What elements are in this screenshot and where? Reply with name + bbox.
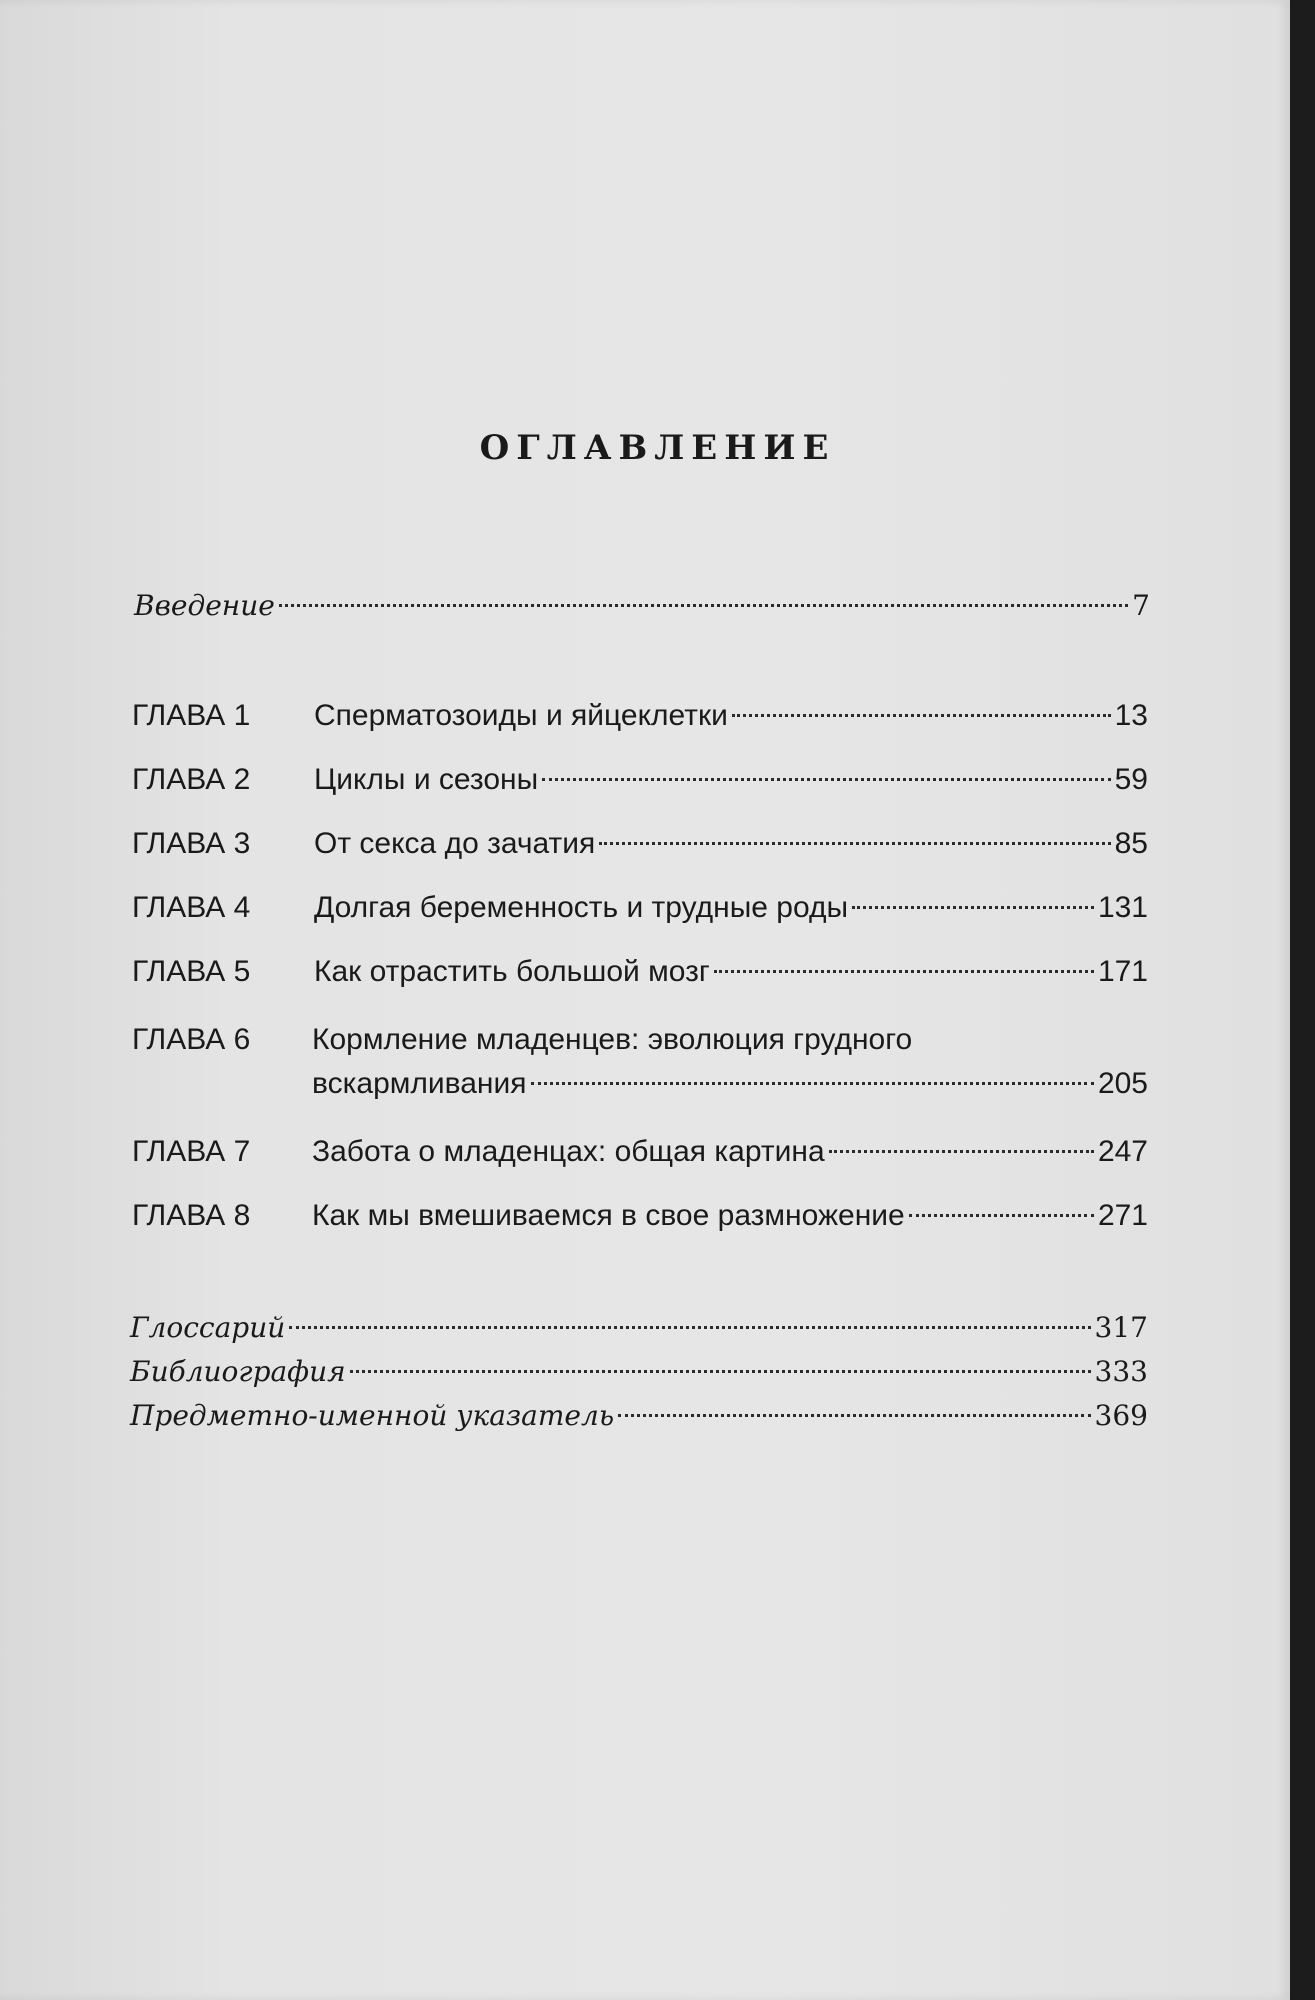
toc-chapter-8 xyxy=(0,1194,1315,1238)
back-matter-text: Предметно-именной указатель xyxy=(130,1399,615,1432)
chapter-label: ГЛАВА 1 xyxy=(132,699,251,732)
chapter-title: Долгая беременность и трудные роды xyxy=(314,891,849,924)
chapter-title: Циклы и сезоны xyxy=(314,763,539,796)
dot-leader xyxy=(542,778,1110,781)
chapter-page: 247 xyxy=(1097,1135,1148,1168)
back-matter-page: 369 xyxy=(1094,1399,1148,1432)
chapter-page: 171 xyxy=(1097,955,1148,988)
dot-leader xyxy=(350,1370,1091,1373)
dot-leader xyxy=(618,1414,1090,1417)
page-title: ОГЛАВЛЕНИЕ xyxy=(479,428,836,468)
dot-leader xyxy=(732,714,1111,717)
chapter-page: 59 xyxy=(1114,763,1148,796)
dot-leader xyxy=(829,1150,1094,1153)
chapter-title: Как мы вмешиваемся в свое размножение xyxy=(312,1199,905,1232)
chapter-title-line2: вскармливания xyxy=(312,1067,527,1100)
chapter-label: ГЛАВА 3 xyxy=(132,827,251,860)
dot-leader xyxy=(852,906,1094,909)
dot-leader xyxy=(289,1326,1090,1329)
toc-intro-text: Введение xyxy=(134,589,275,622)
chapter-entry xyxy=(312,1062,1148,1106)
chapter-label: ГЛАВА 5 xyxy=(132,955,251,988)
chapter-page: 131 xyxy=(1097,891,1148,924)
back-matter-page: 317 xyxy=(1094,1311,1148,1344)
chapter-entry xyxy=(314,950,1148,994)
chapter-label: ГЛАВА 7 xyxy=(132,1135,251,1168)
toc-chapter-1 xyxy=(0,694,1315,738)
chapter-entry xyxy=(312,1130,1148,1174)
chapter-entry xyxy=(314,758,1148,802)
toc-intro-page: 7 xyxy=(1132,589,1150,622)
chapter-page: 85 xyxy=(1114,827,1148,860)
toc-chapter-7 xyxy=(0,1130,1315,1174)
toc-chapter-3 xyxy=(0,822,1315,866)
chapter-page: 13 xyxy=(1114,699,1148,732)
dot-leader xyxy=(714,970,1094,973)
chapter-entry xyxy=(314,822,1148,866)
back-matter-entry xyxy=(130,1350,1148,1394)
chapter-title: Сперматозоиды и яйцеклетки xyxy=(314,699,728,732)
back-matter-entry xyxy=(130,1306,1148,1350)
dot-leader xyxy=(531,1082,1094,1085)
toc-intro-entry xyxy=(134,584,1150,628)
toc-chapter-6 xyxy=(0,1018,1315,1108)
chapter-page: 271 xyxy=(1097,1199,1148,1232)
chapter-entry xyxy=(314,886,1148,930)
chapter-label: ГЛАВА 4 xyxy=(132,891,251,924)
back-matter-text: Библиография xyxy=(130,1355,346,1388)
dot-leader xyxy=(909,1214,1094,1217)
chapter-title: Как отрастить большой мозг xyxy=(314,955,710,988)
chapter-page: 205 xyxy=(1097,1067,1148,1100)
toc-index xyxy=(0,1394,1315,1438)
chapter-label: ГЛАВА 6 xyxy=(132,1023,251,1056)
chapter-label: ГЛАВА 8 xyxy=(132,1199,251,1232)
dot-leader xyxy=(279,604,1128,607)
chapter-title: От секса до зачатия xyxy=(314,827,596,860)
chapter-entry xyxy=(312,1194,1148,1238)
back-matter-page: 333 xyxy=(1094,1355,1148,1388)
back-matter-text: Глоссарий xyxy=(130,1311,286,1344)
chapter-entry xyxy=(314,694,1148,738)
toc-chapter-5 xyxy=(0,950,1315,994)
toc-intro xyxy=(0,584,1315,628)
chapter-title: Забота о младенцах: общая картина xyxy=(312,1135,825,1168)
back-matter-entry xyxy=(130,1394,1148,1438)
toc-glossary xyxy=(0,1306,1315,1350)
toc-bibliography xyxy=(0,1350,1315,1394)
dot-leader xyxy=(599,842,1110,845)
chapter-title-line1: Кормление младенцев: эволюция грудного xyxy=(312,1023,913,1056)
toc-chapter-4 xyxy=(0,886,1315,930)
toc-chapter-2 xyxy=(0,758,1315,802)
chapter-label: ГЛАВА 2 xyxy=(132,763,251,796)
